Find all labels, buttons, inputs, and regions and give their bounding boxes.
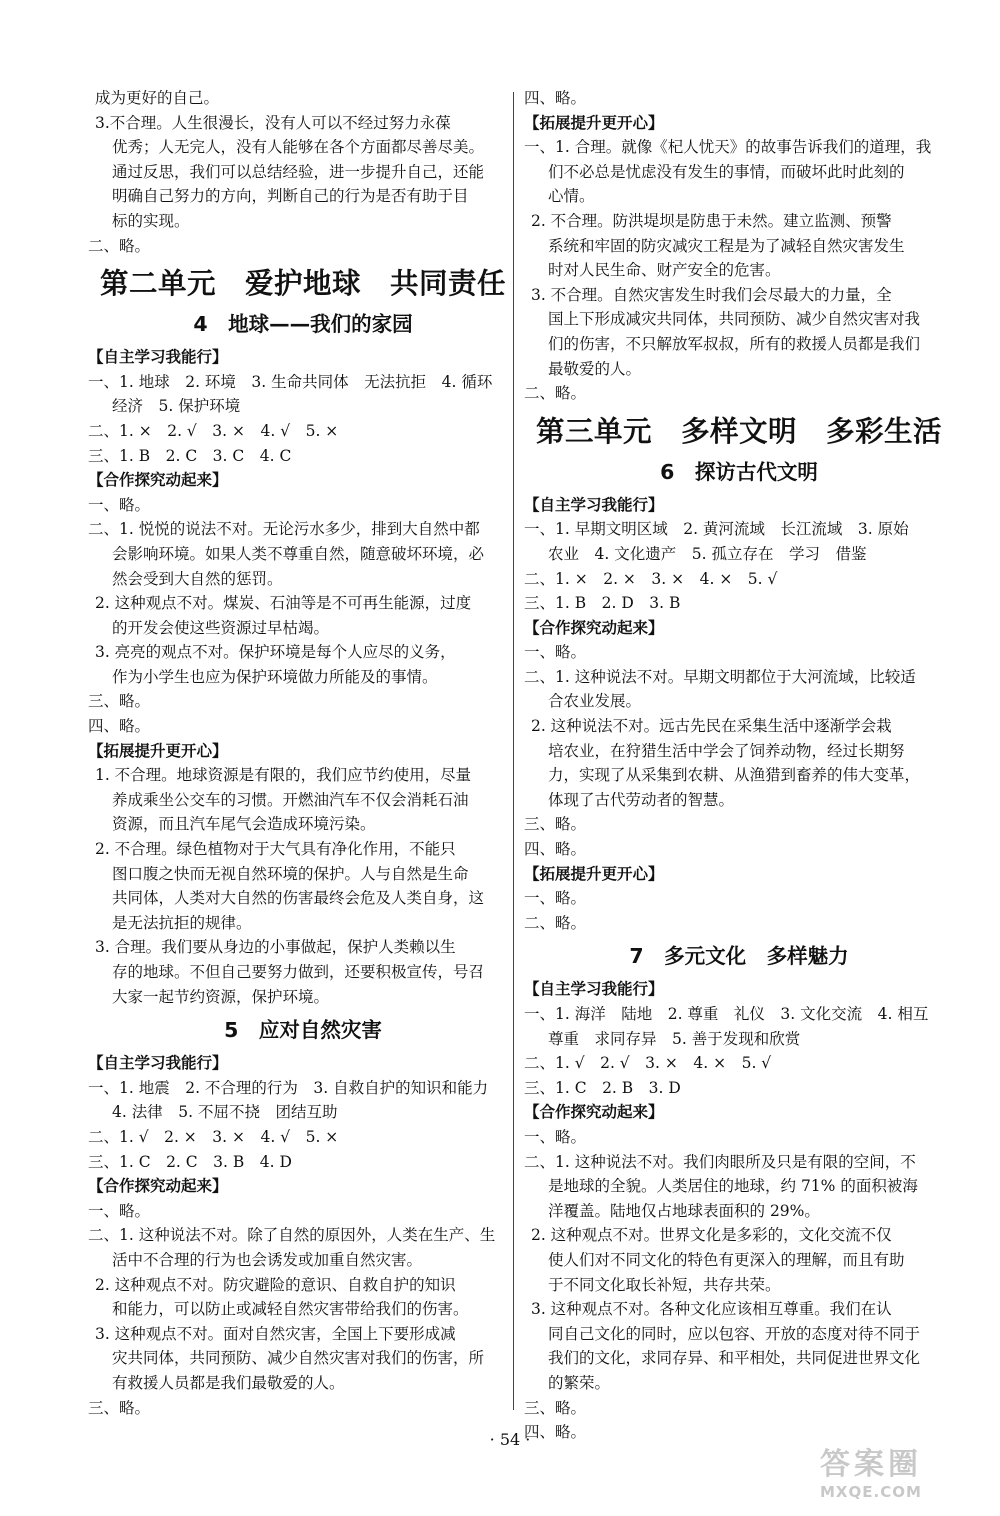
answer-line: 一、1. 合理。就像《杞人忧天》的故事告诉我们的道理，我 (524, 138, 932, 157)
answer-line: 二、1. 这种说法不对。早期文明都位于大河流域，比较适 (524, 667, 916, 686)
section-heading: 【合作探究动起来】 (524, 618, 664, 637)
answer-line: 标的实现。 (112, 211, 190, 230)
unit-title: 第三单元 多样文明 多彩生活 (535, 414, 942, 448)
answer-line: 二、略。 (88, 236, 151, 255)
answer-line: 一、1. 早期文明区域 2. 黄河流域 长江流域 3. 原始 (524, 520, 909, 539)
lesson-title: 4 地球——我们的家园 (193, 312, 413, 337)
answer-line: 时对人民生命、财产安全的危害。 (548, 261, 781, 280)
answer-line: 尊重 求同存异 5. 善于发现和欣赏 (548, 1029, 801, 1048)
answer-line: 一、略。 (524, 1127, 587, 1146)
answer-line: 是无法抗拒的规律。 (112, 913, 252, 932)
answer-line: 一、1. 地震 2. 不合理的行为 3. 自救自护的知识和能力 (88, 1078, 489, 1097)
answer-line: 资源，而且汽车尾气会造成环境污染。 (112, 815, 376, 834)
answer-line: 二、1. × 2. √ 3. × 4. √ 5. × (88, 421, 339, 440)
answer-line: 的繁荣。 (548, 1373, 611, 1392)
answer-line: 一、略。 (88, 495, 151, 514)
answer-line: 图口腹之快而无视自然环境的保护。人与自然是生命 (112, 864, 469, 883)
answer-line: 三、略。 (88, 692, 151, 711)
left-column (88, 86, 518, 1420)
answer-line: 二、1. × 2. × 3. × 4. × 5. √ (524, 569, 778, 588)
answer-line: 四、略。 (88, 717, 151, 736)
lesson-title: 6 探访古代文明 (660, 459, 818, 484)
answer-line: 3. 合理。我们要从身边的小事做起，保护人类赖以生 (94, 938, 456, 957)
answer-line: 培农业，在狩猎生活中学会了饲养动物，经过长期努 (548, 741, 905, 760)
answer-line: 国上下形成减灾共同体，共同预防、减少自然灾害对我 (548, 310, 921, 329)
answer-line: 四、略。 (524, 89, 587, 107)
answer-line: 一、1. 海洋 陆地 2. 尊重 礼仪 3. 文化交流 4. 相互 (524, 1005, 929, 1023)
answer-line: 是地球的全貌。人类居住的地球，约 71% 的面积被海 (548, 1177, 918, 1196)
section-heading: 【自主学习我能行】 (524, 495, 664, 514)
answer-line: 二、1. 这种说法不对。除了自然的原因外，人类在生产、生 (88, 1226, 496, 1245)
answer-line: 经济 5. 保护环境 (112, 397, 241, 416)
section-heading: 【合作探究动起来】 (524, 1103, 664, 1122)
answer-line: 2. 这种观点不对。煤炭、石油等是不可再生能源，过度 (94, 594, 472, 613)
answer-line: 1. 不合理。地球资源是有限的，我们应节约使用，尽量 (94, 766, 472, 785)
answer-line: 明确自己努力的方向，判断自己的行为是否有助于目 (112, 187, 469, 206)
answer-line: 二、1. √ 2. × 3. × 4. √ 5. × (88, 1127, 339, 1146)
page-number: · 54 · (489, 1430, 531, 1449)
answer-line: 二、1. 这种说法不对。我们肉眼所及只是有限的空间，不 (524, 1152, 916, 1171)
answer-line: 的开发会使这些资源过早枯竭。 (112, 618, 330, 637)
lesson-title: 7 多元文化 多样魅力 (629, 944, 849, 969)
answer-line: 2. 不合理。防洪堤坝是防患于未然。建立监测、预警 (530, 211, 892, 230)
answer-line: 有救援人员都是我们最敬爱的人。 (112, 1373, 345, 1392)
answer-line: 优秀；人无完人，没有人能够在各个方面都尽善尽美。 (112, 138, 485, 157)
answer-line: 然会受到大自然的惩罚。 (112, 569, 283, 588)
answer-line: 最敬爱的人。 (548, 359, 642, 378)
answer-line: 3. 这种观点不对。各种文化应该相互尊重。我们在认 (530, 1300, 892, 1319)
answer-line: 于不同文化取长补短，共存共荣。 (548, 1275, 781, 1294)
answer-line: 四、略。 (524, 1423, 587, 1442)
section-heading: 【拓展提升更开心】 (524, 864, 664, 883)
answer-line: 2. 不合理。绿色植物对于大气具有净化作用，不能只 (94, 840, 456, 859)
section-heading: 【自主学习我能行】 (524, 980, 664, 999)
answer-line: 活中不合理的行为也会诱发或加重自然灾害。 (112, 1250, 423, 1269)
answer-line: 四、略。 (524, 840, 587, 859)
answer-line: 合农业发展。 (548, 692, 642, 711)
answer-line: 一、略。 (88, 1201, 151, 1220)
answer-line: 通过反思，我们可以总结经验，进一步提升自己，还能 (112, 162, 485, 181)
answer-line: 一、略。 (524, 889, 587, 908)
answer-line: 二、略。 (524, 913, 587, 932)
answer-line: 三、1. C 2. B 3. D (524, 1078, 681, 1097)
answer-line: 共同体，人类对大自然的伤害最终会危及人类自身，这 (112, 889, 485, 908)
answer-line: 养成乘坐公交车的习惯。开燃油汽车不仅会消耗石油 (112, 790, 469, 809)
section-heading: 【合作探究动起来】 (88, 471, 228, 490)
section-heading: 【拓展提升更开心】 (524, 113, 664, 132)
answer-line: 2. 这种说法不对。远古先民在采集生活中逐渐学会栽 (530, 717, 892, 736)
answer-line: 洋覆盖。陆地仅占地球表面积的 29%。 (548, 1201, 820, 1220)
answer-line: 一、1. 地球 2. 环境 3. 生命共同体 无法抗拒 4. 循环 (88, 372, 493, 391)
answer-line: 我们的文化，求同存异、和平相处，共同促进世界文化 (548, 1349, 921, 1368)
answer-line: 们的伤害，不只解放军叔叔，所有的救援人员都是我们 (548, 334, 921, 353)
answer-line: 三、1. B 2. D 3. B (524, 594, 681, 613)
section-heading: 【自主学习我能行】 (88, 1054, 228, 1073)
column-divider (513, 92, 514, 1410)
section-heading: 【自主学习我能行】 (88, 348, 228, 367)
answer-line: 作为小学生也应为保护环境做力所能及的事情。 (112, 667, 438, 686)
answer-line: 灾共同体，共同预防、减少自然灾害对我们的伤害，所 (112, 1349, 485, 1368)
answer-line: 会影响环境。如果人类不尊重自然，随意破坏环境，必 (112, 544, 485, 563)
answer-line: 3. 不合理。自然灾害发生时我们会尽最大的力量，全 (530, 285, 892, 304)
answer-line: 力，实现了从采集到农耕、从渔猎到畜养的伟大变革， (548, 766, 921, 785)
answer-line: 们不必总是忧虑没有发生的事情，而破坏此时此刻的 (548, 162, 905, 181)
answer-line: 农业 4. 文化遗产 5. 孤立存在 学习 借鉴 (548, 544, 867, 563)
answer-line: 使人们对不同文化的特色有更深入的理解，而且有助 (548, 1250, 905, 1269)
answer-line: 二、略。 (524, 384, 587, 403)
answer-line: 一、略。 (524, 643, 587, 662)
answer-line: 同自己文化的同时，应以包容、开放的态度对待不同于 (548, 1324, 921, 1343)
answer-line: 3.不合理。人生很漫长，没有人可以不经过努力永葆 (94, 113, 451, 132)
section-heading: 【拓展提升更开心】 (88, 741, 228, 760)
answer-line: 三、略。 (524, 1398, 587, 1417)
answer-line: 三、1. C 2. C 3. B 4. D (88, 1152, 292, 1171)
answer-line: 和能力，可以防止或减轻自然灾害带给我们的伤害。 (112, 1300, 469, 1319)
answer-line: 2. 这种观点不对。防灾避险的意识、自救自护的知识 (94, 1275, 456, 1294)
answer-line: 系统和牢固的防灾减灾工程是为了减轻自然灾害发生 (548, 236, 905, 255)
answer-line: 二、1. √ 2. √ 3. × 4. × 5. √ (524, 1054, 772, 1073)
answer-line: 大家一起节约资源，保护环境。 (112, 987, 330, 1006)
answer-line: 二、1. 悦悦的说法不对。无论污水多少，排到大自然中都 (88, 520, 480, 539)
answer-line: 4. 法律 5. 不屈不挠 团结互助 (112, 1103, 338, 1122)
answer-line: 存的地球。不但自己要努力做到，还要积极宣传，号召 (112, 963, 485, 981)
answer-line: 3. 这种观点不对。面对自然灾害，全国上下要形成减 (94, 1324, 456, 1343)
watermark-text: 答案圈 (820, 1447, 922, 1482)
watermark-url: MXQE.COM (820, 1483, 922, 1501)
section-heading: 【合作探究动起来】 (88, 1177, 228, 1196)
answer-line: 三、略。 (88, 1398, 151, 1417)
answer-line: 2. 这种观点不对。世界文化是多彩的，文化交流不仅 (530, 1226, 892, 1245)
answer-line: 体现了古代劳动者的智慧。 (548, 790, 735, 809)
unit-title: 第二单元 爱护地球 共同责任 (99, 267, 506, 301)
watermark-logo (820, 1448, 980, 1510)
answer-line: 3. 亮亮的观点不对。保护环境是每个人应尽的义务， (94, 643, 456, 662)
answer-line: 三、略。 (524, 815, 587, 834)
answer-line: 心情。 (548, 187, 595, 206)
lesson-title: 5 应对自然灾害 (224, 1018, 382, 1043)
answer-line: 成为更好的自己。 (94, 89, 219, 107)
answer-line: 三、1. B 2. C 3. C 4. C (88, 446, 292, 465)
right-column (524, 86, 954, 1445)
